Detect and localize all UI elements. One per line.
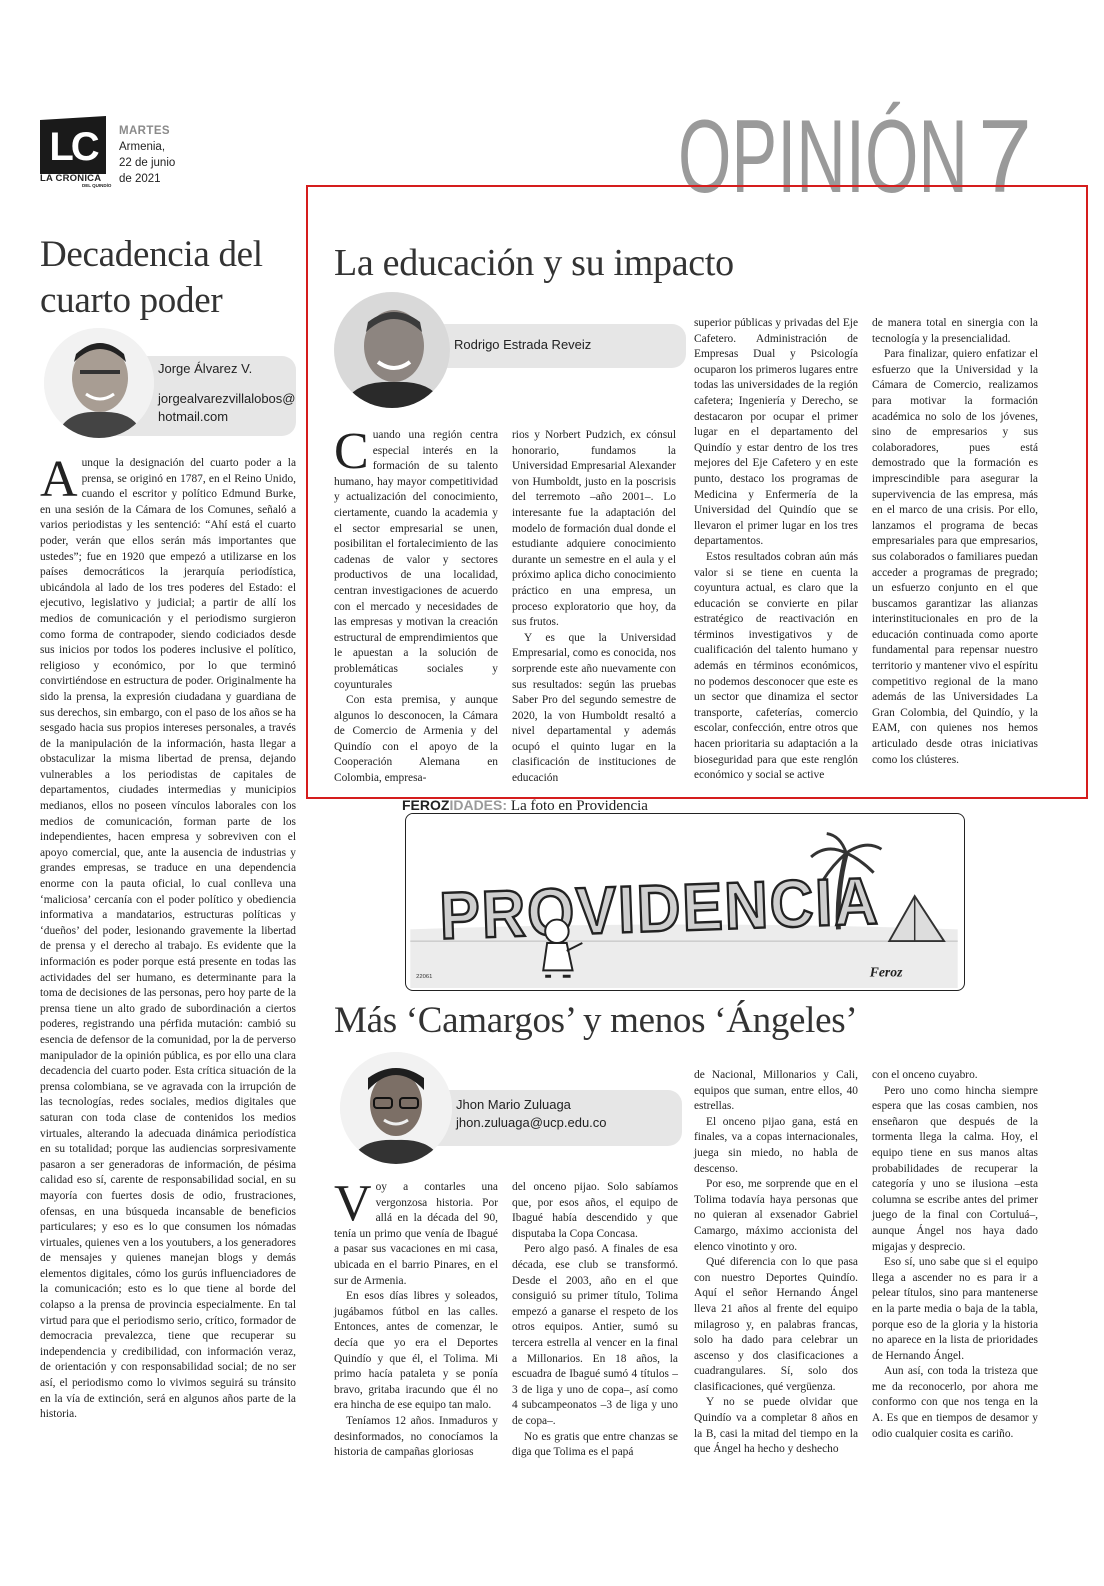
left-author-name: Jorge Álvarez V. [158, 361, 253, 376]
bottom-drop-cap: V [334, 1175, 372, 1232]
bottom-col3-para4: Qué diferencia con lo que pasa con nuestro Deportes Quindío. Aquí el señor Hernando Ángel lleva 21 años al frente del equipo milagroso y, en palabras francas, solo ha dado para celebrar un ascenso y dos clasificaciones a cuadrangulares. Sí, solo dos clasificaciones, qué vergüenza. [694, 1256, 858, 1393]
top-col-1 [334, 423, 498, 787]
section-title: OPINIÓN [678, 99, 968, 202]
top-drop-cap: C [334, 423, 369, 480]
issue-city: Armenia, [119, 141, 166, 153]
logo-name: LA CRÓNICA [40, 173, 102, 184]
bottom-col2-para2: Pero algo pasó. A finales de esa década, ese club se transformó. Desde el 2003, año en el que consiguió su primer título, Tolima empezó a ganarse el respeto de los otros equipos. Antier, sumó su tercera estrella al vencer en la final a Millonarios. En 18 años, la escuadra de Ibagué sumó 4 títulos –3 de liga y uno de copa–, así como 4 subcampeonatos –3 de liga y uno de copa–. [512, 1243, 678, 1427]
logo-subtitle: DEL QUINDÍO [82, 183, 112, 188]
cartoon-heading [402, 797, 648, 814]
cartoon-heading-text: La foto en Providencia [510, 798, 648, 814]
cartoon-signature: Feroz [869, 964, 903, 980]
top-col1-para1: uando una región centra especial interés en la formación de su talento humano, hay mayor competitividad y actualización del conocimiento, ciertamente, cuando la academia y el sector empresarial se unen, posibilitan el fortalecimiento de las cadenas de valor y sectores productivos de una localidad, centran investigaciones de acuerdo con el mercado y necesidades de las empresas y motivan la creación estructural de emprendimientos que le apuestan a la solución de problemáticas sociales y coyunturales [334, 429, 498, 691]
bottom-col1-para2: En esos días libres y soleados, jugábamos fútbol en las calles. Entonces, antes de comenzar, le decía que yo era el Deportes Quindío y que él, el Tolima. Mi primo hacía pataleta y se ponía bravo, gritaba iracundo que él no era hincha de ese equipo tan malo. [334, 1290, 498, 1412]
left-title-line1: Decadencia del [40, 234, 263, 275]
bottom-col4-para4: Aun así, con toda la tristeza que me da reconocerlo, por ahora me conformo con que nos tenga en la A. Es que en tiempos de desamor y odio cualquier cosita es cariño. [872, 1365, 1038, 1440]
cartoon-sign: PROVIDENCIA [438, 862, 924, 954]
bottom-col-1 [334, 1175, 498, 1461]
page-number: 7 [978, 99, 1032, 202]
top-col4-para2: Para finalizar, quiero enfatizar el esfuerzo que la Universidad y la Cámara de Comercio, realizamos para motivar la formación académica no solo de los jóvenes, sino de empresarios y sus colaboradores, pues está demostrado que la formación es imprescindible para asegurar la supervivencia de las empresa, más en el marco de una crisis. Por ello, lanzamos el programa de becas empresariales para que empresarios, sus colaborados o familiares puedan acceder a programas de pregrado; un esfuerzo conjunto en el que buscamos garantizar las alianzas interinstitucionales en pro de la educación continuada como aporte fundamental para repensar nuestro territorio y mantener vivo el espíritu competitivo regional de la mano además de las Universidades La Gran Colombia, del Quindío, y la EAM, con quienes nos hemos articulado desde otras iniciativas como los clústeres. [872, 348, 1038, 766]
cartoon-code: 22061 [416, 974, 433, 981]
newspaper-logo [40, 116, 106, 174]
bottom-col4-para3: Eso sí, uno sabe que si el equipo llega a ascender no es para ir a pelear títulos, sino para mantenerse en la parte media o baja de la tabla, porque eso de la gloria y la historia no aparece en la lista de prioridades de Hernando Ángel. [872, 1256, 1038, 1362]
top-author-photo [334, 292, 450, 408]
top-col-2 [512, 428, 676, 787]
bottom-col4-para2: Pero uno como hincha siempre espera que las cosas cambien, nos enseñaron que después de la tormenta llega la calma. Hoy, el equipo tiene en sus manos altas probabilidades de recuperar la categoría y uno se ilusiona –esta columna se escribe antes del primer juego de la final con Cortuluá–, aunque Ángel nos haya dado migajas y desprecio. [872, 1084, 1038, 1253]
bottom-col4-para1: con el onceno cuyabro. [872, 1069, 978, 1081]
left-author-photo [44, 328, 154, 438]
cartoon-heading-bold: FEROZ [402, 797, 450, 813]
logo-letters: LC [49, 125, 97, 169]
bottom-col-2 [512, 1180, 678, 1461]
top-article-title: La educación y su impacto [334, 242, 734, 284]
left-author-email-2: hotmail.com [158, 409, 229, 424]
top-col3-para1: superior públicas y privadas del Eje Cafetero. Administración de Empresas Dual y Psicología ocuparon los primeros lugares entre todas las universidades de la región cafetera; Ingeniería y Derecho, se destacaron por ocupar el primer lugar en el departamento del Quindío y estar dentro de los tres mejores del Eje Cafetero y en este punto, destaco los programas de Medicina y Enfermería de la Universidad del Quindío que se llevaron el primer lugar en los tres departamentos. [694, 317, 858, 548]
bottom-author-name: Jhon Mario Zuluaga [456, 1097, 571, 1112]
top-col4-para1: de manera total en sinergia con la tecnología y la presencialidad. [872, 317, 1038, 345]
bottom-col3-para2: El onceno pijao gana, está en finales, va a copas internacionales, juega sin miedo, no habla de descenso. [694, 1115, 858, 1175]
left-drop-cap: A [40, 451, 78, 508]
top-col3-para2: Estos resultados cobran aún más valor si se tiene en cuenta la coyuntura actual, es claro que la educación se convierte en pilar estratégico de reactivación en términos investigativos y de cualificación del talento humano y además en términos económicos, no podemos desconocer que este es un sector que dinamiza el sector transporte, cafeterías, comercio escolar, confección, entre otros que hacen prioritaria su adaptación a la bioseguridad para que este renglón económico y social se active [694, 550, 858, 782]
bottom-author-photo [340, 1052, 452, 1164]
cartoon-heading-light: IDADES: [449, 797, 508, 813]
left-article-body [40, 451, 296, 1423]
issue-day-month: 22 de junio [119, 157, 176, 169]
left-author-email-1: jorgealvarezvillalobos@ [158, 391, 296, 406]
top-col-3 [694, 316, 858, 784]
top-col2-para2: Y es que la Universidad Empresarial, como es conocida, nos sorprende este año nuevamente con sus resultados: según las pruebas Saber Pro del segundo semestre de 2020, la von Humboldt resaltó a nivel departamental y además ocupó el quinto lugar en la clasificación de instituciones de educación [512, 631, 676, 785]
left-paragraph: unque la designación del cuarto poder a la prensa, se originó en 1787, en el Reino Unido, cuando el escritor y político Edmund Burke, en una sesión de la Cámara de los Comunes, señaló a varios periodistas y les sentenció: “Ahí está el cuarto poder, verán que ellos serán más importantes que ustedes”; fue en 1920 que empezó a utilizarse en los países democráticos la jerarquía periodística, ubicándola al lado de los tres poderes del Estado: el ejecutivo, legislativo y judicial; a partir de allí los medios de comunicación y el periodismo surgieron como forma de contrapoder, siendo codiciados desde sus inicios por todos los poderes inclusive el político, religioso y económico, por lo que terminó convirtiéndose en estructura de poder. Originalmente ha sido la prensa, la expresión ciudadana y guardiana de sus derechos, sin embargo, con el paso de los años se ha sesgado hacia sus propios intereses personales, a través de la manipulación de la información, hasta llegar a obstaculizar la misma libertad de prensa, dejando vulnerables a los periodistas de capitales de departamentos, ciudades intermedias y municipios medianos, ellos no poseen vínculos laborales con los medios de comunicación, forman parte de los independientes, hacen empresa y sobreviven con el apoyo comercial, que, ante la ausencia de industrias y grandes empresas, se traduce en una dependencia enorme con la pauta oficial, lo cual conlleva una ‘maliciosa’ cercanía con el poder político y obediencia informativa a mandatarios, estructuras políticas y ‘dueños’ del poder, lesionando gravemente la libertad de prensa y el derecho al trabajo. Es evidente que la información es poder porque está presente en todas las actividades del ser humano, es determinante para la toma de decisiones de las personas, pero hoy parte de la prensa tiene un alto grado de subordinación a ciertos poderes, registrando una pérfida mutación: cambió su esencia de defensor de la comunidad, por la de perverso manipulador de la opinión pública, es por ello una clara decadencia del cuarto poder. Esta crítica situación de la prensa colombiana, se ve agravada con la irrupción de las tecnologías, redes sociales, medios digitales que saturan con toda clase de contenidos los medios virtuales, alterando la adecuada dinámica periodística en su totalidad; porque las audiencias sorpresivamente pasaron a ser generadoras de información, de pésima calidad eso sí, carente de responsabilidad social, en su mayoría con fuertes dosis de odio, frustraciones, ofensas, en una búsqueda incansable de beneficios particulares; y eso es lo que consumen los nómadas virtuales, quienes ven a los youtubers, a los generadores de mensajes y quienes manejan blogs y demás elementos digitales, cómo los gurús influenciadores de la comunicación; esto es lo que tiene al borde del colapso a la prensa de provincia especialmente. En tal virtud para que el periodismo serio, crítico, formador de democracia prevalezca, tiene que recuperar su independencia y credibilidad, con información veraz, de orientación y con responsabilidad social; de no ser así, el periodismo como lo vivimos seguirá su tránsito en la vía de extinción, será en algunos años parte de la historia. [40, 457, 296, 1421]
issue-year: de 2021 [119, 173, 161, 185]
bottom-col3-para3: Por eso, me sorprende que en el Tolima todavía haya personas que no quieran al exsenador Gabriel Camargo, máximo accionista del elenco vinotinto y oro. [694, 1178, 858, 1253]
top-col1-para2: Con esta premisa, y aunque algunos lo desconocen, la Cámara de Comercio de Armenia y del Quindío con el apoyo de la Cooperación Alemana en Colombia, empresa- [334, 694, 498, 785]
bottom-col3-para5: Y no se puede olvidar que Quindío va a completar 8 años en la B, casi la mitad del tiempo en la que Ángel ha hecho y deshecho [694, 1396, 858, 1456]
top-col-4 [872, 316, 1038, 768]
left-article-title [40, 232, 300, 324]
bottom-col1-para3: Teníamos 12 años. Inmaduros y desinformados, no conocíamos la historia de campañas gloriosas [334, 1414, 498, 1459]
cartoon-frame [405, 813, 965, 991]
left-title-line2: cuarto poder [40, 280, 223, 321]
issue-weekday: MARTES [119, 125, 170, 137]
bottom-col-3 [694, 1068, 858, 1458]
top-author-name: Rodrigo Estrada Reveiz [454, 337, 592, 352]
bottom-col-4 [872, 1068, 1038, 1442]
bottom-col1-para1: oy a contarles una vergonzosa historia. Por allá en la década del 90, tenía un primo que venía de Ibagué a pasar sus vacaciones en mi casa, ubicada en el barrio Pinares, en el sur de Armenia. [334, 1181, 498, 1287]
top-col2-para1: rios y Norbert Pudzich, ex cónsul honorario, fundamos la Universidad Empresarial Alexander von Humboldt, justo en la poscrisis del terremoto –año 2001–. Lo interesante fue la adaptación del modelo de formación dual donde el estudiante adquiere conocimiento durante un semestre en el aula y el próximo aplica dicho conocimiento práctico en una empresa, un proceso exploratorio que hoy, da sus frutos. [512, 429, 676, 629]
bottom-article-title: Más ‘Camargos’ y menos ‘Ángeles’ [334, 1000, 858, 1041]
bottom-col3-para1: de Nacional, Millonarios y Cali, equipos que suman, entre ellos, 40 estrellas. [694, 1069, 858, 1113]
bottom-col2-para1: del onceno pijao. Solo sabíamos que, por esos años, el equipo de Ibagué había descendido y que disputaba la Copa Concasa. [512, 1181, 678, 1240]
issue-date [119, 123, 175, 187]
bottom-author-email: jhon.zuluaga@ucp.edu.co [456, 1115, 607, 1130]
bottom-col2-para3: No es gratis que entre chanzas se diga que Tolima es el papá [512, 1430, 678, 1459]
cartoon-drawing [406, 814, 962, 988]
